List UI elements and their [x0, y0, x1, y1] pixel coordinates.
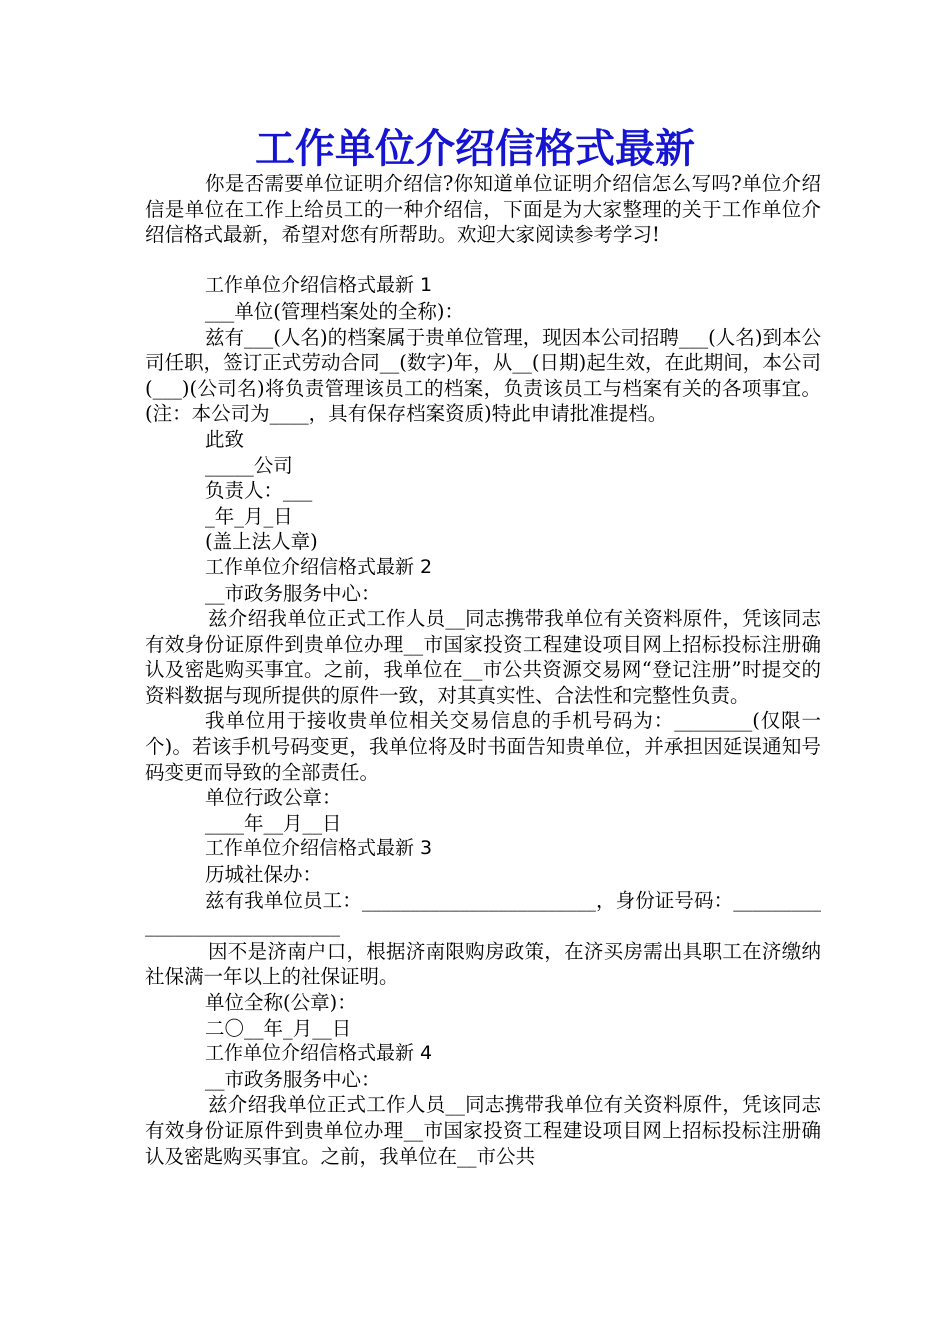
section-1-date: _年_月_日	[205, 504, 293, 528]
section-3-body: 兹有我单位员工：________________________，身份证号码：_____________________________	[145, 888, 821, 938]
section-3-body-2: 因不是济南户口，根据济南限购房政策，在济买房需出具职工在济缴纳社保满一年以上的社保证明。	[145, 939, 821, 989]
section-2-date: ____年__月__日	[205, 811, 342, 835]
section-1-company: _____公司	[205, 453, 293, 477]
section-1-seal: (盖上法人章)	[205, 530, 318, 554]
document-body	[145, 171, 821, 1169]
section-2-seal: 单位行政公章：	[205, 786, 342, 810]
section-2-heading: 工作单位介绍信格式最新 2	[205, 555, 433, 578]
section-2-body: 兹介绍我单位正式工作人员__同志携带我单位有关资料原件，凭该同志有效身份证原件到贵单位办理__市国家投资工程建设项目网上招标投标注册确认及密匙购买事宜。之前，我单位在__市公共资源交易网“登记注册”时提交的资料数据与现所提供的原件一致，对其真实性、合法性和完整性负责。	[145, 607, 821, 707]
paragraph-gap	[145, 248, 821, 274]
section-2-addressee: __市政务服务中心：	[205, 581, 381, 605]
section-4-addressee: __市政务服务中心：	[205, 1067, 381, 1091]
section-1-heading: 工作单位介绍信格式最新 1	[205, 274, 433, 297]
section-3-seal: 单位全称(公章)：	[205, 991, 357, 1014]
section-3-addressee: 历城社保办：	[205, 863, 323, 887]
section-1-body: 兹有___(人名)的档案属于贵单位管理，现因本公司招聘___(人名)到本公司任职，签订正式劳动合同__(数字)年，从__(日期)起生效，在此期间，本公司(___)(公司名)将负责管理该员工的档案，负责该员工与档案有关的各项事宜。(注：本公司为____，具有保存档案资质)特此申请批准提档。	[145, 325, 821, 426]
section-3-heading: 工作单位介绍信格式最新 3	[205, 837, 433, 860]
section-2-body-2: 我单位用于接收贵单位相关交易信息的手机号码为：________(仅限一个)。若该手机号码变更，我单位将及时书面告知贵单位，并承担因延误通知号码变更而导致的全部责任。	[145, 709, 821, 784]
section-4-body: 兹介绍我单位正式工作人员__同志携带我单位有关资料原件，凭该同志有效身份证原件到贵单位办理__市国家投资工程建设项目网上招标投标注册确认及密匙购买事宜。之前，我单位在__市公共	[145, 1093, 821, 1168]
intro-paragraph: 你是否需要单位证明介绍信?你知道单位证明介绍信怎么写吗?单位介绍信是单位在工作上给员工的一种介绍信，下面是为大家整理的关于工作单位介绍信格式最新，希望对您有所帮助。欢迎大家阅读参考学习!	[145, 172, 821, 247]
section-1-addressee: ___单位(管理档案处的全称)：	[205, 299, 464, 323]
section-1-responsible: 负责人：___	[205, 479, 313, 503]
section-3-date: 二〇__年_月__日	[205, 1016, 352, 1040]
section-4-heading: 工作单位介绍信格式最新 4	[205, 1042, 433, 1065]
section-1-closing: 此致	[205, 427, 245, 451]
document-title: 工作单位介绍信格式最新	[255, 126, 695, 172]
